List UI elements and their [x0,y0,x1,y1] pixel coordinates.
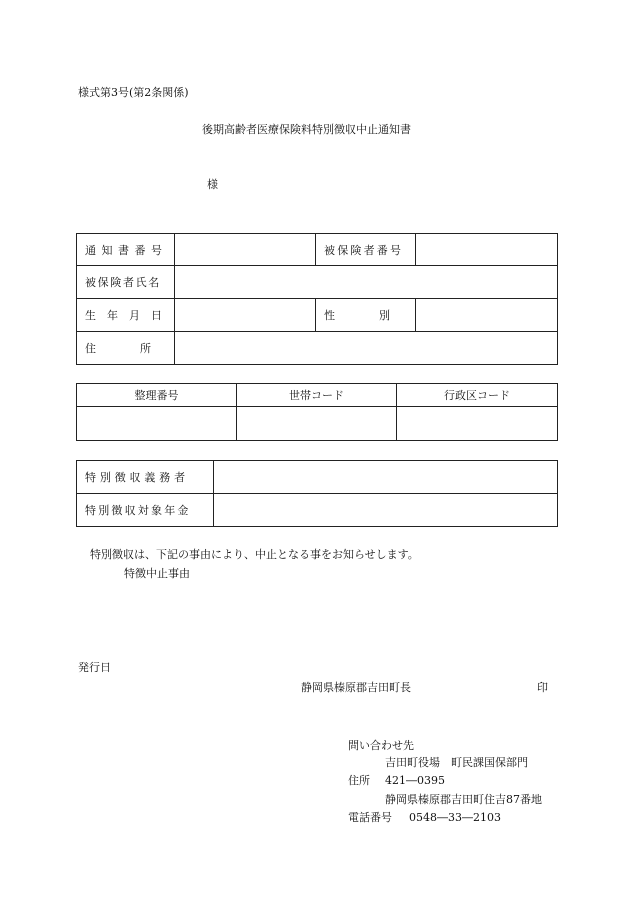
pension-label: 特別徴収対象年金 [77,494,214,527]
sex-label: 性 別 [316,299,416,332]
contact-phone: 0548―33―2103 [409,811,501,824]
code-value-seiri [77,407,237,441]
issue-date-label: 発行日 [78,661,111,674]
notice-number-value [175,234,316,266]
contact-address-label: 住所 [348,774,370,787]
code-header-setai: 世帯コード [237,384,397,407]
contact-postal-code: 421―0395 [385,774,445,787]
insured-number-label: 被保険者番号 [316,234,416,266]
code-header-gyoseiku: 行政区コード [397,384,558,407]
code-table [76,383,558,441]
insured-number-value [416,234,558,266]
code-value-gyoseiku [397,407,558,441]
contact-phone-label: 電話番号 [348,811,392,824]
notice-number-label: 通知書番号 [77,234,175,266]
insured-name-label: 被保険者氏名 [77,266,175,299]
contact-office: 吉田町役場 町民課国保部門 [385,756,528,769]
insured-name-value [175,266,558,299]
pension-value [214,494,558,527]
sex-value [416,299,558,332]
code-header-seiri: 整理番号 [77,384,237,407]
address-label: 住 所 [77,332,175,365]
contact-address: 静岡県榛原郡吉田町住吉87番地 [385,793,542,806]
reason-label: 特徴中止事由 [124,567,190,580]
birthdate-label: 生 年 月 日 [77,299,175,332]
form-number: 様式第3号(第2条関係) [78,86,189,99]
notice-text: 特別徴収は、下記の事由により、中止となる事をお知らせします。 [90,548,419,561]
insured-info-table [76,233,558,365]
seal-mark: 印 [537,681,548,694]
address-value [175,332,558,365]
obligor-value [214,461,558,494]
obligor-label: 特別徴収義務者 [77,461,214,494]
code-value-setai [237,407,397,441]
birthdate-value [175,299,316,332]
document-title: 後期高齢者医療保険料特別徴収中止通知書 [202,123,411,136]
issuer-name: 静岡県榛原郡吉田町長 [301,681,411,694]
obligor-table [76,460,558,527]
contact-heading: 問い合わせ先 [348,739,414,752]
addressee-honorific: 様 [207,178,218,191]
